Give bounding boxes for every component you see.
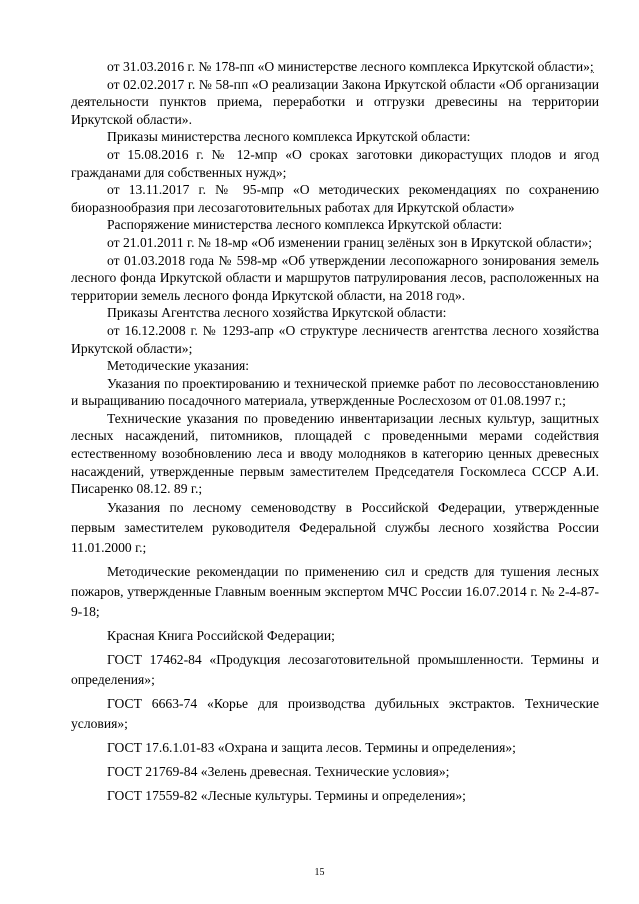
- paragraph: ГОСТ 17559-82 «Лесные культуры. Термины и определения»;: [107, 787, 466, 803]
- paragraph: Методические рекомендации по применению сил и средств для тушения лесных пожаров, утвержденные Главным военным экспертом МЧС России 16.07.2014 г. № 2-4-87-9-18;: [71, 563, 599, 619]
- paragraph: Приказы министерства лесного комплекса Иркутской области:: [107, 129, 471, 145]
- paragraph: от 13.11.2017 г. № 95-мпр «О методических рекомендациях по сохранению биоразнообразия при лесозаготовительных работах для Иркутской области»: [71, 182, 599, 215]
- paragraph: Указания по проектированию и технической приемке работ по лесовосстановлению и выращиванию посадочного материала, утвержденные Рослесхозом от 01.08.1997 г.;: [71, 375, 599, 409]
- paragraph: от 21.01.2011 г. № 18-мр «Об изменении границ зелёных зон в Иркутской области»;: [107, 234, 593, 250]
- paragraph: от 31.03.2016 г. № 178-пп «О министерстве лесного комплекса Иркутской области»;: [107, 59, 594, 74]
- paragraph: ГОСТ 17.6.1.01-83 «Охрана и защита лесов. Термины и определения»;: [107, 739, 516, 755]
- page-number: 15: [314, 867, 325, 878]
- paragraph: от 15.08.2016 г. № 12-мпр «О сроках заготовки дикорастущих плодов и ягод гражданами для собственных нужд»;: [71, 146, 599, 180]
- paragraph: Методические указания:: [107, 358, 250, 374]
- paragraph: Приказы Агентства лесного хозяйства Иркутской области:: [107, 305, 447, 321]
- paragraph: Распоряжение министерства лесного комплекса Иркутской области:: [107, 217, 503, 233]
- underlined-semicolon: ;: [589, 59, 594, 74]
- page-body: [71, 58, 599, 806]
- paragraph: Указания по лесному семеноводству в Российской Федерации, утвержденные первым заместителем руководителя Федеральной службы лесного хозяйства России 11.01.2000 г.;: [71, 499, 599, 555]
- paragraph: Технические указания по проведению инвентаризации лесных культур, защитных лесных насаждений, питомников, площадей с проведенными мерами содействия естественному возобновлению леса и вводу молодняков в категорию ценных древесных насаждений, утвержденные первым заместителем Председателя Госкомлеса СССР А.И. Писаренко 08.12. 89 г.;: [71, 410, 599, 497]
- paragraph: ГОСТ 17462-84 «Продукция лесозаготовительной промышленности. Термины и определения»;: [71, 651, 599, 687]
- paragraph: ГОСТ 21769-84 «Зелень древесная. Технические условия»;: [107, 763, 450, 779]
- paragraph: Красная Книга Российской Федерации;: [107, 627, 335, 643]
- paragraph: от 02.02.2017 г. № 58-пп «О реализации Закона Иркутской области «Об организации деятельности пунктов приема, переработки и отгрузки древесины на территории Иркутской области».: [71, 76, 599, 127]
- paragraph: ГОСТ 6663-74 «Корье для производства дубильных экстрактов. Технические условия»;: [71, 695, 599, 731]
- paragraph: от 16.12.2008 г. № 1293-апр «О структуре лесничеств агентства лесного хозяйства Иркутской области»;: [71, 322, 599, 356]
- paragraph: от 01.03.2018 года № 598-мр «Об утверждении лесопожарного зонирования земель лесного фонда Иркутской области и маршрутов патрулирования лесов, расположенных на территории земель лесного фонда Иркутской области, на 2018 год».: [71, 252, 599, 303]
